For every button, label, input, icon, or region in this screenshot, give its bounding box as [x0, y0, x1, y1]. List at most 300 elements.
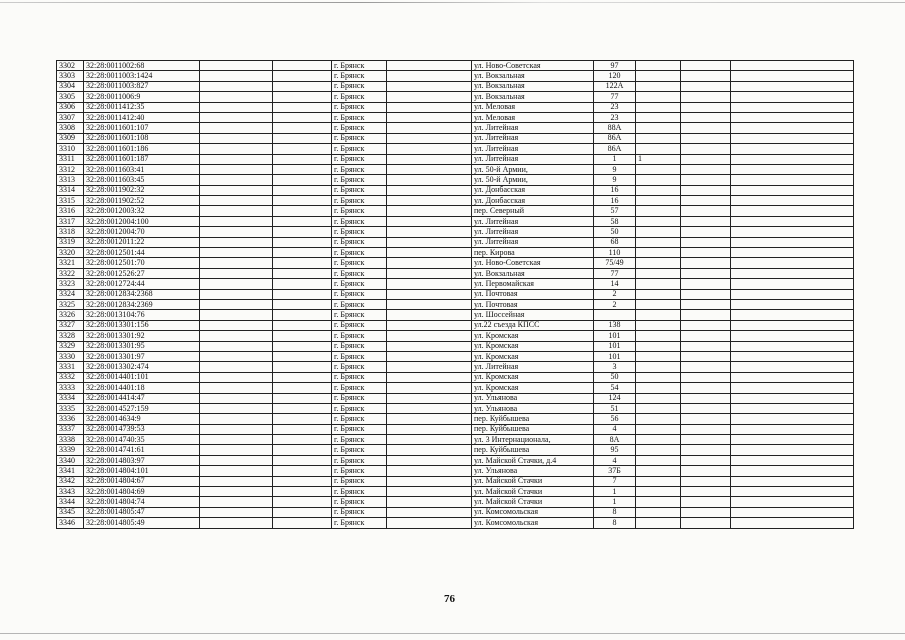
col-3-cell: [200, 310, 273, 320]
col-11-cell: [731, 518, 854, 528]
cadastral-number-cell: 32:28:0011002:68: [84, 61, 200, 71]
cadastral-number-cell: 32:28:0012004:70: [84, 227, 200, 237]
street-cell: ул. 50-й Армии,: [472, 164, 594, 174]
col-9-cell: [636, 123, 681, 133]
table-row: [57, 299, 854, 309]
col-11-cell: [731, 445, 854, 455]
row-number-cell: 3340: [57, 455, 84, 465]
col-10-cell: [681, 144, 731, 154]
table-row: [57, 279, 854, 289]
city-cell: г. Брянск: [332, 258, 387, 268]
row-number-cell: 3310: [57, 144, 84, 154]
col-3-cell: [200, 237, 273, 247]
col-9-cell: [636, 144, 681, 154]
table-row: [57, 154, 854, 164]
col-3-cell: [200, 144, 273, 154]
table-row: [57, 196, 854, 206]
city-cell: г. Брянск: [332, 372, 387, 382]
street-cell: ул. Вокзальная: [472, 81, 594, 91]
col-11-cell: [731, 414, 854, 424]
house-number-cell: 7: [594, 476, 636, 486]
street-cell: ул. Кромская: [472, 372, 594, 382]
col-3-cell: [200, 112, 273, 122]
col-9-cell: [636, 487, 681, 497]
col-3-cell: [200, 216, 273, 226]
house-number-cell: 51: [594, 403, 636, 413]
street-cell: ул. Литейная: [472, 227, 594, 237]
cadastral-number-cell: 32:28:0013301:97: [84, 351, 200, 361]
col-3-cell: [200, 227, 273, 237]
col-6-cell: [387, 372, 472, 382]
city-cell: г. Брянск: [332, 123, 387, 133]
row-number-cell: 3324: [57, 289, 84, 299]
col-9-cell: [636, 507, 681, 517]
table-row: [57, 237, 854, 247]
street-cell: ул. Ново-Советская: [472, 258, 594, 268]
col-6-cell: [387, 414, 472, 424]
page-number: 76: [444, 593, 455, 605]
col-6-cell: [387, 383, 472, 393]
col-3-cell: [200, 299, 273, 309]
col-10-cell: [681, 383, 731, 393]
col-11-cell: [731, 299, 854, 309]
cadastral-number-cell: 32:28:0011902:32: [84, 185, 200, 195]
row-number-cell: 3342: [57, 476, 84, 486]
col-10-cell: [681, 487, 731, 497]
city-cell: г. Брянск: [332, 164, 387, 174]
house-number-cell: 86А: [594, 133, 636, 143]
col-4-cell: [273, 497, 332, 507]
street-cell: ул. Майской Стачки: [472, 487, 594, 497]
street-cell: ул. Ульянова: [472, 403, 594, 413]
row-number-cell: 3338: [57, 435, 84, 445]
street-cell: ул. Вокзальная: [472, 92, 594, 102]
col-4-cell: [273, 268, 332, 278]
house-number-cell: 56: [594, 414, 636, 424]
city-cell: г. Брянск: [332, 289, 387, 299]
street-cell: ул. 3 Интернационала,: [472, 435, 594, 445]
row-number-cell: 3313: [57, 175, 84, 185]
cadastral-number-cell: 32:28:0014741:61: [84, 445, 200, 455]
col-10-cell: [681, 466, 731, 476]
table-row: [57, 403, 854, 413]
col-6-cell: [387, 258, 472, 268]
col-4-cell: [273, 237, 332, 247]
col-11-cell: [731, 92, 854, 102]
street-cell: ул. Ульянова: [472, 393, 594, 403]
col-9-cell: [636, 518, 681, 528]
col-9-cell: [636, 289, 681, 299]
col-11-cell: [731, 466, 854, 476]
col-10-cell: [681, 403, 731, 413]
cadastral-number-cell: 32:28:0011412:40: [84, 112, 200, 122]
col-6-cell: [387, 487, 472, 497]
table-row: [57, 393, 854, 403]
col-11-cell: [731, 341, 854, 351]
col-10-cell: [681, 393, 731, 403]
table-row: [57, 206, 854, 216]
street-cell: ул. Литейная: [472, 237, 594, 247]
col-3-cell: [200, 435, 273, 445]
row-number-cell: 3345: [57, 507, 84, 517]
col-11-cell: [731, 227, 854, 237]
col-11-cell: [731, 71, 854, 81]
col-9-cell: [636, 175, 681, 185]
col-4-cell: [273, 362, 332, 372]
city-cell: г. Брянск: [332, 445, 387, 455]
table-row: [57, 435, 854, 445]
col-4-cell: [273, 414, 332, 424]
table-row: [57, 351, 854, 361]
col-6-cell: [387, 196, 472, 206]
house-number-cell: 1: [594, 497, 636, 507]
col-3-cell: [200, 289, 273, 299]
street-cell: ул. Вокзальная: [472, 268, 594, 278]
col-4-cell: [273, 466, 332, 476]
col-11-cell: [731, 258, 854, 268]
col-10-cell: [681, 455, 731, 465]
row-number-cell: 3330: [57, 351, 84, 361]
col-11-cell: [731, 248, 854, 258]
row-number-cell: 3308: [57, 123, 84, 133]
col-9-cell: [636, 248, 681, 258]
house-number-cell: 9: [594, 175, 636, 185]
city-cell: г. Брянск: [332, 476, 387, 486]
col-6-cell: [387, 393, 472, 403]
cadastral-number-cell: 32:28:0012003:32: [84, 206, 200, 216]
city-cell: г. Брянск: [332, 196, 387, 206]
street-cell: ул. Комсомольская: [472, 507, 594, 517]
col-10-cell: [681, 81, 731, 91]
house-number-cell: 68: [594, 237, 636, 247]
col-4-cell: [273, 320, 332, 330]
house-number-cell: 124: [594, 393, 636, 403]
house-number-cell: 23: [594, 102, 636, 112]
city-cell: г. Брянск: [332, 81, 387, 91]
col-11-cell: [731, 487, 854, 497]
col-3-cell: [200, 71, 273, 81]
row-number-cell: 3305: [57, 92, 84, 102]
col-9-cell: [636, 435, 681, 445]
col-6-cell: [387, 299, 472, 309]
row-number-cell: 3325: [57, 299, 84, 309]
row-number-cell: 3307: [57, 112, 84, 122]
col-3-cell: [200, 518, 273, 528]
street-cell: ул. Кромская: [472, 341, 594, 351]
city-cell: г. Брянск: [332, 71, 387, 81]
col-3-cell: [200, 362, 273, 372]
street-cell: ул. Донбасская: [472, 196, 594, 206]
house-number-cell: 8: [594, 507, 636, 517]
col-6-cell: [387, 341, 472, 351]
cadastral-number-cell: 32:28:0012526:27: [84, 268, 200, 278]
row-number-cell: 3315: [57, 196, 84, 206]
cadastral-number-cell: 32:28:0012501:44: [84, 248, 200, 258]
city-cell: г. Брянск: [332, 102, 387, 112]
city-cell: г. Брянск: [332, 216, 387, 226]
street-cell: ул. Меловая: [472, 112, 594, 122]
col-10-cell: [681, 331, 731, 341]
cadastral-number-cell: 32:28:0012501:70: [84, 258, 200, 268]
col-10-cell: [681, 268, 731, 278]
house-number-cell: 9: [594, 164, 636, 174]
col-3-cell: [200, 279, 273, 289]
col-9-cell: [636, 393, 681, 403]
table-row: [57, 507, 854, 517]
col-6-cell: [387, 227, 472, 237]
col-4-cell: [273, 383, 332, 393]
col-9-cell: [636, 61, 681, 71]
house-number-cell: 101: [594, 331, 636, 341]
col-6-cell: [387, 435, 472, 445]
col-6-cell: [387, 71, 472, 81]
house-number-cell: [594, 310, 636, 320]
cadastral-number-cell: 32:28:0011603:45: [84, 175, 200, 185]
col-4-cell: [273, 81, 332, 91]
col-9-cell: [636, 372, 681, 382]
city-cell: г. Брянск: [332, 497, 387, 507]
col-11-cell: [731, 435, 854, 445]
row-number-cell: 3303: [57, 71, 84, 81]
col-11-cell: [731, 81, 854, 91]
col-3-cell: [200, 81, 273, 91]
street-cell: ул. Литейная: [472, 362, 594, 372]
col-3-cell: [200, 196, 273, 206]
table-row: [57, 164, 854, 174]
house-number-cell: 95: [594, 445, 636, 455]
col-3-cell: [200, 393, 273, 403]
col-6-cell: [387, 331, 472, 341]
col-6-cell: [387, 61, 472, 71]
col-11-cell: [731, 289, 854, 299]
city-cell: г. Брянск: [332, 185, 387, 195]
row-number-cell: 3317: [57, 216, 84, 226]
city-cell: г. Брянск: [332, 61, 387, 71]
table-row: [57, 144, 854, 154]
street-cell: ул. Шоссейная: [472, 310, 594, 320]
street-cell: ул. Первомайская: [472, 279, 594, 289]
row-number-cell: 3326: [57, 310, 84, 320]
house-number-cell: 88А: [594, 123, 636, 133]
row-number-cell: 3344: [57, 497, 84, 507]
cadastral-number-cell: 32:28:0012724:44: [84, 279, 200, 289]
col-10-cell: [681, 164, 731, 174]
col-4-cell: [273, 92, 332, 102]
table-row: [57, 518, 854, 528]
table-row: [57, 227, 854, 237]
col-6-cell: [387, 403, 472, 413]
house-number-cell: 101: [594, 351, 636, 361]
col-4-cell: [273, 133, 332, 143]
col-6-cell: [387, 123, 472, 133]
col-10-cell: [681, 362, 731, 372]
col-4-cell: [273, 289, 332, 299]
city-cell: г. Брянск: [332, 175, 387, 185]
col-3-cell: [200, 102, 273, 112]
city-cell: г. Брянск: [332, 299, 387, 309]
col-11-cell: [731, 144, 854, 154]
street-cell: ул. Литейная: [472, 144, 594, 154]
row-number-cell: 3319: [57, 237, 84, 247]
col-10-cell: [681, 279, 731, 289]
col-6-cell: [387, 424, 472, 434]
col-4-cell: [273, 341, 332, 351]
col-10-cell: [681, 476, 731, 486]
cadastral-number-cell: 32:28:0011601:108: [84, 133, 200, 143]
house-number-cell: 16: [594, 196, 636, 206]
col-4-cell: [273, 424, 332, 434]
cadastral-number-cell: 32:28:0014401:101: [84, 372, 200, 382]
city-cell: г. Брянск: [332, 507, 387, 517]
col-3-cell: [200, 320, 273, 330]
cadastral-number-cell: 32:28:0011902:52: [84, 196, 200, 206]
col-9-cell: [636, 299, 681, 309]
col-9-cell: [636, 466, 681, 476]
col-3-cell: [200, 403, 273, 413]
col-4-cell: [273, 154, 332, 164]
table-row: [57, 102, 854, 112]
col-6-cell: [387, 185, 472, 195]
col-11-cell: [731, 164, 854, 174]
row-number-cell: 3331: [57, 362, 84, 372]
row-number-cell: 3321: [57, 258, 84, 268]
col-10-cell: [681, 133, 731, 143]
table-row: [57, 362, 854, 372]
col-4-cell: [273, 185, 332, 195]
street-cell: ул. Майской Стачки, д.4: [472, 455, 594, 465]
house-number-cell: 14: [594, 279, 636, 289]
row-number-cell: 3306: [57, 102, 84, 112]
row-number-cell: 3309: [57, 133, 84, 143]
house-number-cell: 2: [594, 299, 636, 309]
col-3-cell: [200, 372, 273, 382]
col-11-cell: [731, 351, 854, 361]
col-10-cell: [681, 237, 731, 247]
col-9-cell: [636, 320, 681, 330]
col-3-cell: [200, 154, 273, 164]
house-number-cell: 101: [594, 341, 636, 351]
city-cell: г. Брянск: [332, 206, 387, 216]
city-cell: г. Брянск: [332, 414, 387, 424]
cadastral-number-cell: 32:28:0013301:92: [84, 331, 200, 341]
scan-top-edge: [0, 2, 905, 3]
col-4-cell: [273, 227, 332, 237]
col-9-cell: [636, 331, 681, 341]
col-6-cell: [387, 216, 472, 226]
cadastral-number-cell: 32:28:0014740:35: [84, 435, 200, 445]
col-11-cell: [731, 112, 854, 122]
col-4-cell: [273, 175, 332, 185]
col-11-cell: [731, 175, 854, 185]
city-cell: г. Брянск: [332, 237, 387, 247]
col-4-cell: [273, 61, 332, 71]
col-9-cell: [636, 237, 681, 247]
cadastral-number-cell: 32:28:0012004:100: [84, 216, 200, 226]
street-cell: ул. Кромская: [472, 383, 594, 393]
col-6-cell: [387, 445, 472, 455]
cadastral-number-cell: 32:28:0011601:186: [84, 144, 200, 154]
table-row: [57, 248, 854, 258]
col-11-cell: [731, 497, 854, 507]
cadastral-number-cell: 32:28:0012834:2369: [84, 299, 200, 309]
table-row: [57, 497, 854, 507]
row-number-cell: 3343: [57, 487, 84, 497]
house-number-cell: 120: [594, 71, 636, 81]
col-4-cell: [273, 123, 332, 133]
col-6-cell: [387, 320, 472, 330]
cadastral-number-cell: 32:28:0014804:74: [84, 497, 200, 507]
col-9-cell: [636, 341, 681, 351]
col-4-cell: [273, 487, 332, 497]
col-10-cell: [681, 424, 731, 434]
col-11-cell: [731, 372, 854, 382]
property-registry-table: [56, 60, 854, 529]
street-cell: ул. Почтовая: [472, 289, 594, 299]
cadastral-number-cell: 32:28:0014634:9: [84, 414, 200, 424]
col-11-cell: [731, 393, 854, 403]
house-number-cell: 77: [594, 92, 636, 102]
table-row: [57, 310, 854, 320]
house-number-cell: 122А: [594, 81, 636, 91]
row-number-cell: 3339: [57, 445, 84, 455]
city-cell: г. Брянск: [332, 268, 387, 278]
col-9-cell: [636, 279, 681, 289]
col-9-cell: [636, 268, 681, 278]
row-number-cell: 3302: [57, 61, 84, 71]
row-number-cell: 3336: [57, 414, 84, 424]
col-4-cell: [273, 435, 332, 445]
col-6-cell: [387, 144, 472, 154]
col-10-cell: [681, 71, 731, 81]
street-cell: ул. Ново-Советская: [472, 61, 594, 71]
house-number-cell: 86А: [594, 144, 636, 154]
row-number-cell: 3322: [57, 268, 84, 278]
col-6-cell: [387, 248, 472, 258]
col-10-cell: [681, 310, 731, 320]
col-11-cell: [731, 61, 854, 71]
cadastral-number-cell: 32:28:0011603:41: [84, 164, 200, 174]
col-3-cell: [200, 258, 273, 268]
cadastral-number-cell: 32:28:0014414:47: [84, 393, 200, 403]
table-row: [57, 341, 854, 351]
col-3-cell: [200, 497, 273, 507]
row-number-cell: 3346: [57, 518, 84, 528]
house-number-cell: 58: [594, 216, 636, 226]
house-number-cell: 1: [594, 154, 636, 164]
col-6-cell: [387, 237, 472, 247]
col-9-cell: [636, 403, 681, 413]
col-6-cell: [387, 466, 472, 476]
col-4-cell: [273, 351, 332, 361]
col-11-cell: [731, 383, 854, 393]
table-row: [57, 476, 854, 486]
house-number-cell: 138: [594, 320, 636, 330]
col-11-cell: [731, 279, 854, 289]
street-cell: ул. Литейная: [472, 154, 594, 164]
house-number-cell: 8: [594, 518, 636, 528]
house-number-cell: 50: [594, 227, 636, 237]
cadastral-number-cell: 32:28:0011006:9: [84, 92, 200, 102]
table-row: [57, 383, 854, 393]
col-4-cell: [273, 393, 332, 403]
col-4-cell: [273, 445, 332, 455]
col-4-cell: [273, 71, 332, 81]
col-9-cell: [636, 206, 681, 216]
col-4-cell: [273, 476, 332, 486]
col-4-cell: [273, 164, 332, 174]
col-4-cell: [273, 102, 332, 112]
col-9-cell: [636, 310, 681, 320]
